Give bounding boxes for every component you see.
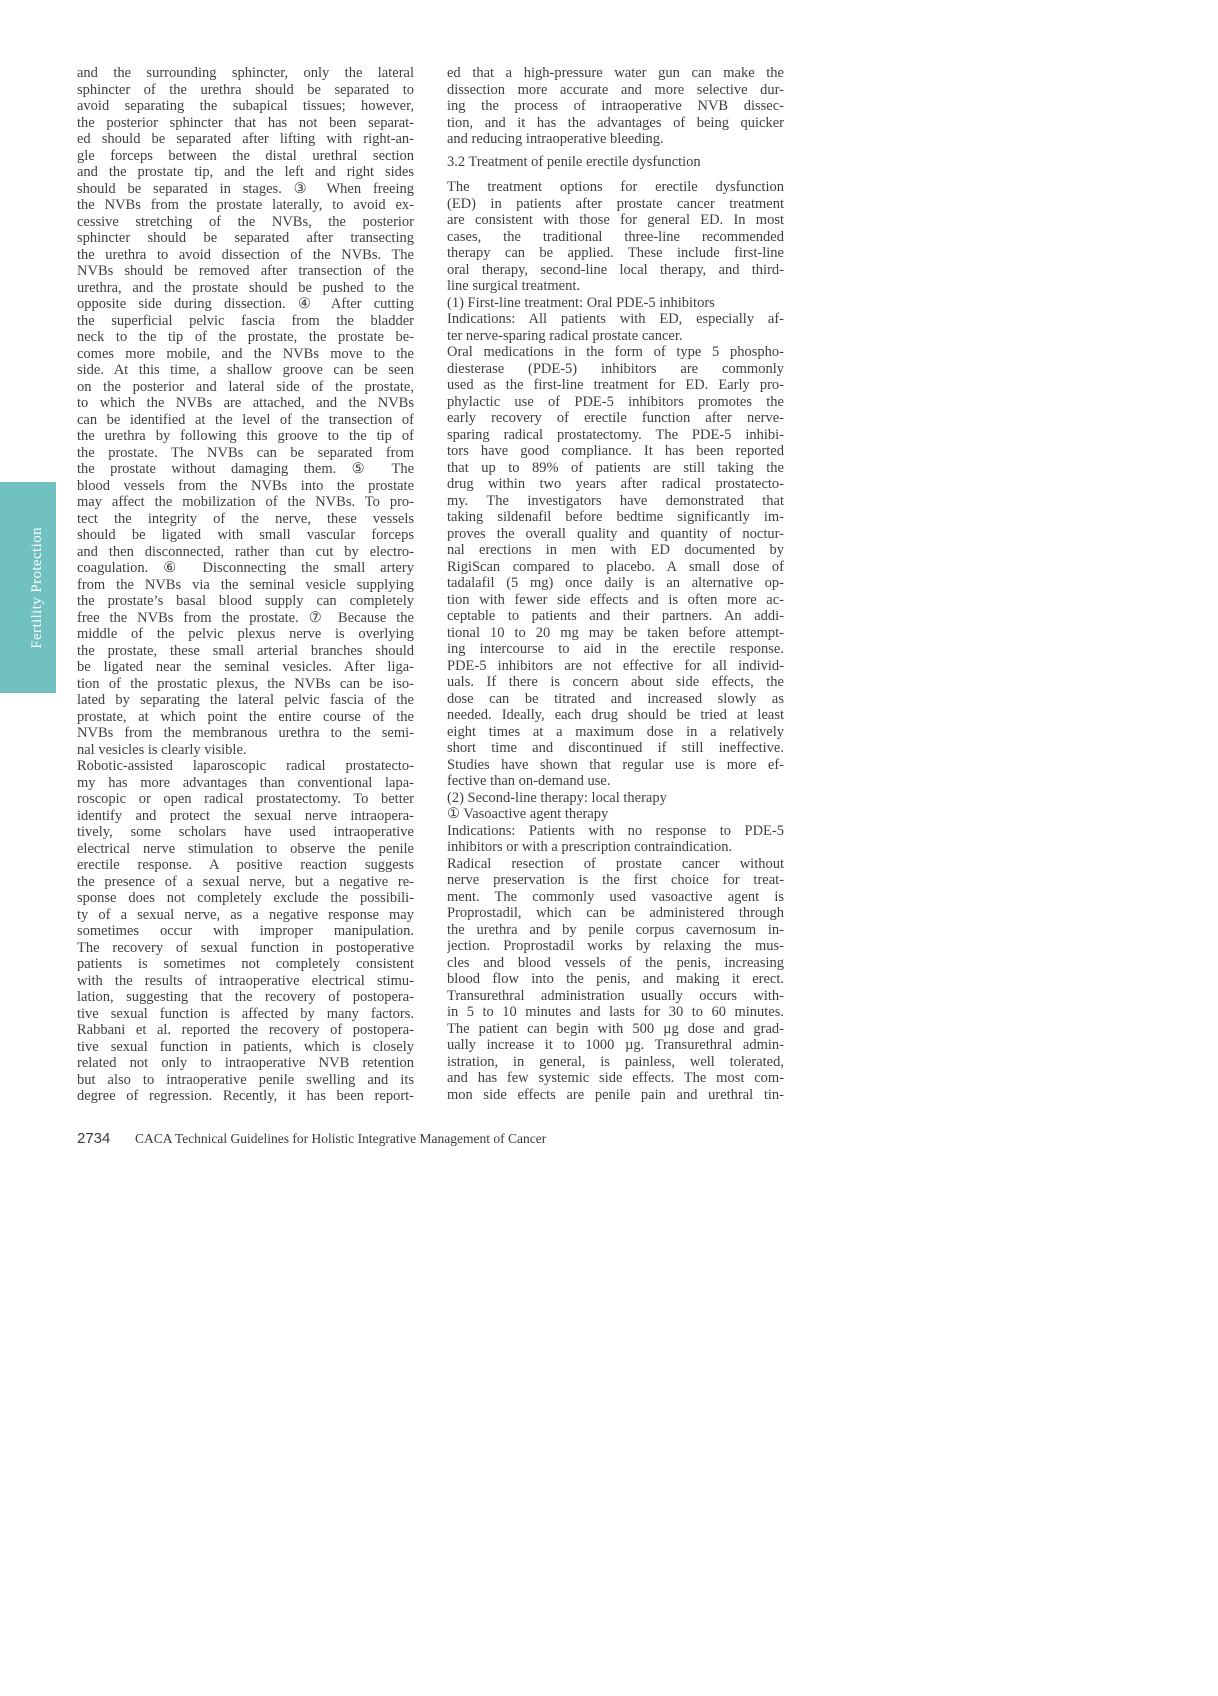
text-line: dissection more accurate and more selective dur- [447, 81, 784, 98]
text-line: Transurethral administration usually occurs with- [447, 987, 784, 1004]
page-number: 2734 [77, 1130, 111, 1147]
text-line: but also to intraoperative penile swelling and its [77, 1071, 414, 1088]
text-line: my has more advantages than conventional lapa- [77, 774, 414, 791]
text-line: may affect the mobilization of the NVBs. To pro- [77, 494, 414, 510]
text-line: RigiScan compared to placebo. A small dose of [447, 558, 784, 575]
text-line: lated by separating the lateral pelvic fascia of the [77, 692, 414, 708]
text-line: the prostate, these small arterial branches should [77, 642, 414, 659]
text-line: PDE-5 inhibitors are not effective for all individ- [447, 657, 784, 674]
text-line: the urethra by following this groove to the tip of [77, 428, 414, 444]
text-line: ment. The commonly used vasoactive agent is [447, 888, 784, 905]
text-line: from the NVBs via the seminal vesicle supplying [77, 576, 414, 593]
text-line: Proprostadil, which can be administered through [447, 905, 784, 921]
text-line: sponse does not completely exclude the possibili- [77, 890, 414, 906]
text-line: cases, the traditional three-line recommended [447, 228, 784, 245]
text-line: nal vesicles is clearly visible. [77, 741, 247, 758]
text-line: identify and protect the sexual nerve intraopera- [77, 807, 414, 824]
text-line: drug within two years after radical prostatecto- [447, 476, 784, 492]
text-line: (1) First-line treatment: Oral PDE-5 inhibitors [447, 294, 715, 311]
text-line: the urethra and by penile corpus cavernosum in- [447, 921, 784, 938]
text-line: sphincter should be separated after transecting [77, 230, 414, 246]
text-line: the urethra to avoid dissection of the NVBs. The [77, 246, 414, 263]
text-line: the superficial pelvic fascia from the bladder [77, 312, 414, 329]
text-line: erectile response. A positive reaction suggests [77, 857, 414, 873]
text-line: phylactic use of PDE-5 inhibitors promotes the [447, 393, 784, 410]
text-line: Indications: All patients with ED, especially af- [447, 311, 784, 327]
right-column [447, 65, 784, 1103]
text-line: sparing radical prostatectomy. The PDE-5 inhibi- [447, 426, 784, 443]
text-line: should be ligated with small vascular forceps [77, 527, 414, 543]
text-line: NVBs from the membranous urethra to the semi- [77, 725, 414, 741]
text-line: be ligated near the seminal vesicles. After liga- [77, 659, 414, 675]
page-footer [77, 1130, 546, 1147]
text-line: blood vessels from the NVBs into the prostate [77, 477, 414, 494]
text-line: opposite side during dissection. ④ After cutting [77, 296, 414, 312]
text-line: fective than on-demand use. [447, 773, 611, 789]
section-heading: 3.2 Treatment of penile erectile dysfunction [447, 153, 701, 170]
text-line: neck to the tip of the prostate, the prostate be- [77, 329, 414, 345]
text-line: and has few systemic side effects. The most com- [447, 1070, 784, 1086]
text-line: (2) Second-line therapy: local therapy [447, 789, 667, 806]
text-line: in 5 to 10 minutes and lasts for 30 to 60 minutes. [447, 1004, 784, 1020]
text-line: related not only to intraoperative NVB retention [77, 1055, 414, 1071]
text-line: ed that a high-pressure water gun can make the [447, 65, 784, 81]
text-line: lation, suggesting that the recovery of postopera- [77, 989, 414, 1005]
text-line: NVBs should be removed after transection of the [77, 263, 414, 279]
text-line: tors have good compliance. It has been reported [447, 443, 784, 459]
text-line: Studies have shown that regular use is more ef- [447, 756, 784, 773]
text-line: tively, some scholars have used intraoperative [77, 824, 414, 840]
text-line: eight times at a maximum dose in a relatively [447, 723, 784, 740]
text-line: coagulation. ⑥ Disconnecting the small artery [77, 560, 414, 576]
text-line: and the surrounding sphincter, only the lateral [77, 65, 414, 81]
text-line: istration, in general, is painless, well tolerated, [447, 1053, 784, 1070]
text-line: the prostate without damaging them. ⑤ The [77, 461, 414, 477]
text-line: electrical nerve stimulation to observe the penile [77, 840, 414, 857]
text-line: prostate, at which point the entire course of the [77, 708, 414, 725]
text-line: middle of the pelvic plexus nerve is overlying [77, 626, 414, 642]
text-line: to which the NVBs are attached, and the NVBs [77, 395, 414, 411]
text-line: tadalafil (5 mg) once daily is an alternative op- [447, 575, 784, 591]
text-line: tion, and it has the advantages of being quicker [447, 114, 784, 131]
text-line: The recovery of sexual function in postoperative [77, 939, 414, 956]
text-line: ① Vasoactive agent therapy [447, 806, 609, 822]
text-line: needed. Ideally, each drug should be tried at least [447, 707, 784, 723]
text-line: gle forceps between the distal urethral section [77, 147, 414, 164]
text-line: mon side effects are penile pain and urethral tin- [447, 1086, 784, 1103]
text-line: ter nerve-sparing radical prostate cancer. [447, 327, 683, 344]
text-line: cessive stretching of the NVBs, the posterior [77, 213, 414, 230]
text-line: urethra, and the prostate should be pushed to the [77, 279, 414, 296]
footer-title: CACA Technical Guidelines for Holistic Integrative Management of Cancer [135, 1131, 547, 1146]
text-line: ed should be separated after lifting with right-an- [77, 131, 414, 147]
text-line: (ED) in patients after prostate cancer treatment [447, 195, 784, 212]
text-line: Robotic-assisted laparoscopic radical prostatecto- [77, 758, 414, 774]
text-line: tion with fewer side effects and is often more ac- [447, 591, 784, 608]
text-line: jection. Proprostadil works by relaxing the mus- [447, 938, 784, 954]
text-line: nal erections in men with ED documented by [447, 542, 784, 558]
text-line: patients is sometimes not completely consistent [77, 956, 414, 972]
text-line: free the NVBs from the prostate. ⑦ Because the [77, 609, 414, 626]
text-line: nerve preservation is the first choice for treat- [447, 872, 784, 888]
text-line: the prostate. The NVBs can be separated from [77, 444, 414, 461]
text-line: line surgical treatment. [447, 278, 581, 294]
text-line: avoid separating the subapical tissues; however, [77, 98, 414, 114]
text-line: sometimes occur with improper manipulation. [77, 923, 414, 939]
text-line: can be identified at the level of the transection of [77, 411, 414, 428]
text-line: ually increase it to 1000 µg. Transurethral admin- [447, 1037, 784, 1053]
text-line: that up to 89% of patients are still taking the [447, 459, 784, 476]
text-line: Rabbani et al. reported the recovery of postopera- [77, 1022, 414, 1038]
left-column [77, 65, 414, 1105]
text-line: side. At this time, a shallow groove can be seen [77, 362, 414, 378]
text-line: the prostate’s basal blood supply can completely [77, 593, 414, 609]
text-line: ing the process of intraoperative NVB dissec- [447, 98, 784, 114]
text-line: therapy can be applied. These include first-line [447, 245, 784, 261]
text-line: tion of the prostatic plexus, the NVBs can be iso- [77, 675, 414, 692]
text-line: Oral medications in the form of type 5 phospho- [447, 344, 784, 360]
text-line: and then disconnected, rather than cut by electro- [77, 543, 414, 560]
side-tab-label: Fertility Protection [28, 526, 45, 649]
text-line: tional 10 to 20 mg may be taken before attempt- [447, 624, 784, 641]
text-line: and the prostate tip, and the left and right sides [77, 164, 414, 180]
text-line: are consistent with those for general ED. In most [447, 212, 784, 228]
text-line: the presence of a sexual nerve, but a negative re- [77, 873, 414, 890]
text-line: oral therapy, second-line local therapy, and third- [447, 261, 784, 278]
text-line: Radical resection of prostate cancer without [447, 855, 784, 872]
text-line: cles and blood vessels of the penis, increasing [447, 954, 784, 971]
text-line: ing intercourse to aid in the erectile response. [447, 641, 784, 657]
text-line: on the posterior and lateral side of the prostate, [77, 378, 414, 395]
text-line: dose can be titrated and increased slowly as [447, 690, 784, 707]
text-line: Indications: Patients with no response to PDE-5 [447, 822, 784, 839]
text-line: blood flow into the penis, and making it erect. [447, 971, 784, 987]
text-line: degree of regression. Recently, it has been report- [77, 1088, 414, 1104]
text-line: tive sexual function is affected by many factors. [77, 1005, 414, 1022]
text-line: sphincter of the urethra should be separated to [77, 81, 414, 98]
text-line: proves the overall quality and quantity of noctur- [447, 525, 784, 542]
text-line: short time and discontinued if still ineffective. [447, 740, 784, 756]
text-line: with the results of intraoperative electrical stimu- [77, 972, 414, 989]
text-line: the posterior sphincter that has not been separat- [77, 114, 414, 131]
text-line: tect the integrity of the nerve, these vessels [77, 510, 414, 527]
text-line: inhibitors or with a prescription contraindication. [447, 839, 733, 855]
fertility-protection-tab [0, 482, 56, 693]
text-line: uals. If there is concern about side effects, the [447, 674, 784, 690]
text-line: my. The investigators have demonstrated that [447, 492, 784, 509]
text-line: The treatment options for erectile dysfunction [447, 179, 784, 195]
text-line: The patient can begin with 500 µg dose and grad- [447, 1020, 784, 1037]
text-line: and reducing intraoperative bleeding. [447, 131, 664, 147]
text-line: taking sildenafil before bedtime significantly im- [447, 509, 784, 525]
text-line: the NVBs from the prostate laterally, to avoid ex- [77, 197, 414, 213]
text-line: used as the first-line treatment for ED. Early pro- [447, 377, 784, 393]
text-line: ty of a sexual nerve, as a negative response may [77, 906, 414, 923]
text-line: early recovery of erectile function after nerve- [447, 410, 784, 426]
text-line: should be separated in stages. ③ When freeing [77, 180, 414, 197]
text-line: ceptable to patients and their partners. An addi- [447, 608, 784, 624]
text-line: tive sexual function in patients, which is closely [77, 1038, 414, 1055]
text-line: comes more mobile, and the NVBs move to the [77, 345, 414, 362]
text-line: diesterase (PDE-5) inhibitors are commonly [447, 360, 784, 377]
text-line: roscopic or open radical prostatectomy. To better [77, 791, 414, 807]
